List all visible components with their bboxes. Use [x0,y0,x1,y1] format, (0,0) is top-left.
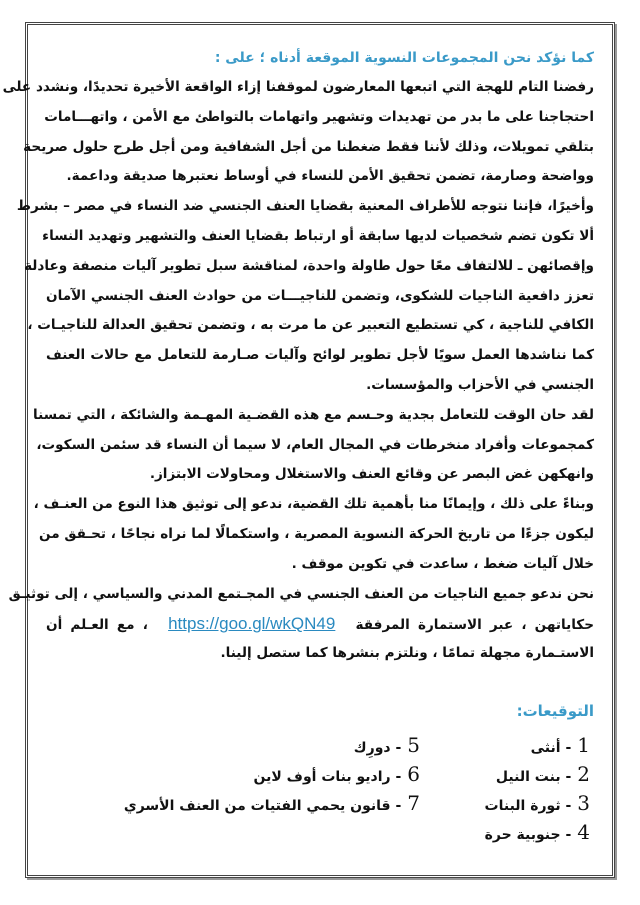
text-line: وانهكهن غض البصر عن وقائع العنف والاستغلال ومحاولات الابتزاز. [149,466,594,483]
text-line: تعزز دافعية الناجيات للشكوى، وتضمن للناجيـــات من حوادث العنف الجنسي الآمان [46,287,594,304]
signature-item: 6- راديو بنات أوف لاين [253,762,420,786]
signature-item: 3- ثورة البنات [484,791,590,815]
text-line: ليكون جزءًا من تاريخ الحركة النسوية المصرية ، واستكمالًا لما نراه نجاحًا ، تحـقق من [39,525,594,542]
text-line: كما نناشدها العمل سويًا لأجل تطوير لوائح وآليات صـارمة للتعامل مع حالات العنف [46,347,594,364]
signature-item: 7- قانون يحمي الفتيات من العنف الأسري [123,791,420,815]
signature-item: 1- أنثى [530,733,590,757]
text-line: الجنسي في الأحزاب والمؤسسات. [366,376,594,393]
text-line: الكافي للناجية ، كي تستطيع التعبير عن ما مرت به ، وتضمن تحقيق العدالة للناجيـات ، [27,317,594,334]
text-line-with-link [46,609,594,639]
text-line: وواضحة وصارمة، تضمن تحقيق الأمن للنساء في أوساط نعتبرها صديقة وداعمة. [66,168,594,185]
signatures-heading: التوقيعات: [516,702,594,720]
text-line: رفضنا التام للهجة التي اتبعها المعارضون لموقفنا إزاء الواقعة الأخيرة تحديدًا، ونشدد على [2,79,594,95]
signature-item: 5- دورِك [353,733,420,757]
text-line: احتجاجنا على ما بدر من تهديدات وتشهير واتهامات بالتواطئ مع الأمن ، واتهـــامات [44,108,594,125]
text-line: لقد حان الوقت للتعامل بجدية وحـسم مع هذه القضـية المهـمة والشائكة ، التي تمسنا [33,406,594,423]
document-frame [2,22,615,878]
text-line: كمجموعات وأفراد منخرطات في المجال العام، لا سيما أن النساء قد سئمن السكوت، [36,436,594,453]
signatures-column-2 [124,731,420,818]
statement-body [2,43,595,669]
text-line: وإقصائهن ـ للالتفاف معًا حول طاولة واحدة، لمناقشة سبل تطوير آليات منصفة وعادلة [24,257,594,274]
text-line: وبناءً على ذلك ، وإيمانًا منا بأهمية تلك القضية، ندعو إلى توثيق هذا النوع من العنـف ، [33,496,594,513]
signature-item: 4- جنوبية حرة [484,820,590,844]
text-line: وأخيرًا، فإننا نتوجه للأطراف المعنية بقضايا العنف الجنسي ضد النساء في مصر – بشرط [16,198,594,215]
text-line: ألا تكون تضم شخصيات لديها سابقة أو ارتباط بقضايا العنف والتشهير وتهديد النساء [42,227,594,244]
signature-item: 2- بنت النيل [495,762,590,786]
text-line: بتلقي تمويلات، وذلك لأننا فقط ضغطنا من أجل الشفافية ومن أجل طرح حلول صريحة [23,138,594,155]
statement-heading: كما نؤكد نحن المجموعات النسوية الموقعة أدناه ؛ على : [214,50,594,66]
signatures-column-1 [485,731,590,847]
text-line: الاستـمارة مجهلة تمامًا ، ونلتزم بنشرها كما ستصل إلينا. [220,645,594,662]
form-link[interactable]: https://goo.gl/wkQN49 [168,614,336,634]
link-prefix: حكاياتهن ، عبر الاستمارة المرفقة [355,617,595,634]
text-line: نحن ندعو جميع الناجيات من العنف الجنسي في المجـتمع المدني والسياسي ، إلى توثيـق [8,585,594,602]
link-suffix: ، مع العـلم أن [46,617,148,634]
text-line: خلال آليات ضغط ، ساعدت في تكوين موقف . [291,555,594,572]
